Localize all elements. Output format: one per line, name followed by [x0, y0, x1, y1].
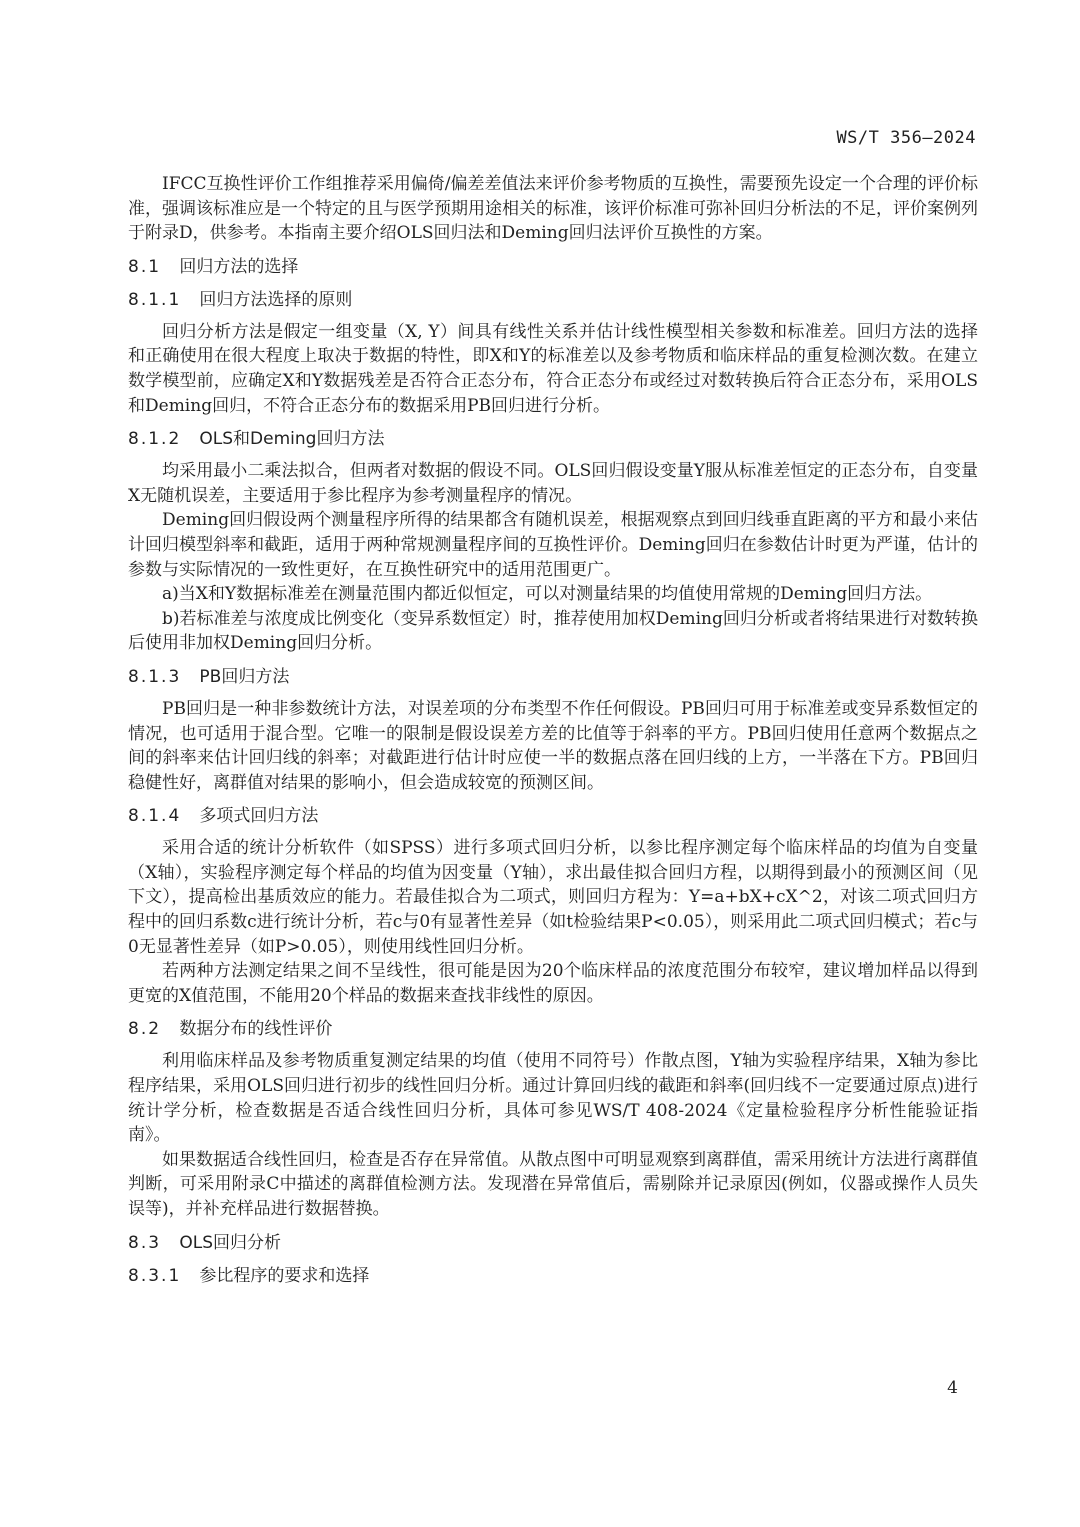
- paragraph: 若两种方法测定结果之间不呈线性，很可能是因为20个临床样品的浓度范围分布较窄，建议增加样品以得到更宽的X值范围，不能用20个样品的数据来查找非线性的原因。: [128, 961, 978, 1006]
- paragraph: 利用临床样品及参考物质重复测定结果的均值（使用不同符号）作散点图，Y轴为实验程序结果，X轴为参比程序结果，采用OLS回归进行初步的线性回归分析。通过计算回归线的截距和斜率(回归线不一定要通过原点)进行统计学分析，检查数据是否适合线性回归分析，具体可参见WS/T 408-2024《定量检验程序分析性能验证指南》。: [128, 1051, 978, 1146]
- section-heading-8-1-4: [128, 804, 978, 828]
- section-title: PB回归方法: [199, 666, 290, 687]
- document-body: [128, 172, 978, 1296]
- page-number: 4: [947, 1378, 958, 1398]
- section-number: 8.3.1: [128, 1265, 182, 1286]
- section-title: 数据分布的线性评价: [179, 1019, 333, 1040]
- section-title: OLS回归分析: [179, 1232, 282, 1253]
- section-heading-8-1-3: [128, 665, 978, 689]
- paragraph: Deming回归假设两个测量程序所得的结果都含有随机误差，根据观察点到回归线垂直距离的平方和最小来估计回归模型斜率和截距，适用于两种常规测量程序间的互换性评价。Deming回归在参数估计时更为严谨，估计的参数与实际情况的一致性更好，在互换性研究中的适用范围更广。: [128, 510, 978, 580]
- section-title: 回归方法选择的原则: [199, 289, 353, 310]
- section-number: 8.1.3: [128, 666, 182, 687]
- list-item-b: b)若标准差与浓度成比例变化（变异系数恒定）时，推荐使用加权Deming回归分析或者将结果进行对数转换后使用非加权Deming回归分析。: [128, 608, 978, 654]
- section-heading-8-1-1: [128, 288, 978, 312]
- section-title: 回归方法的选择: [179, 256, 299, 277]
- section-heading-8-3: [128, 1231, 978, 1255]
- section-title: OLS和Deming回归方法: [199, 429, 385, 450]
- section-number: 8.3: [128, 1232, 162, 1253]
- paragraph: 采用合适的统计分析软件（如SPSS）进行多项式回归分析，以参比程序测定每个临床样品的均值为自变量（X轴），实验程序测定每个样品的均值为因变量（Y轴），求出最佳拟合回归方程，以期得到最小的预测区间（见下文），提高检出基质效应的能力。若最佳拟合为二项式，则回归方程为：Y=a+bX+cX^2，对该二项式回归方程中的回归系数c进行统计分析，若c与0有显著性差异（如t检验结果P<0.05），则采用此二项式回归模式；若c与0无显著性差异（如P>0.05），则使用线性回归分析。: [128, 838, 978, 957]
- paragraph: 如果数据适合线性回归，检查是否存在异常值。从散点图中可明显观察到离群值，需采用统计方法进行离群值判断，可采用附录C中描述的离群值检测方法。发现潜在异常值后，需剔除并记录原因(例如，仪器或操作人员失误等)，并补充样品进行数据替换。: [128, 1149, 978, 1219]
- list-item-a: a)当X和Y数据标准差在测量范围内都近似恒定，可以对测量结果的均值使用常规的Deming回归方法。: [162, 584, 933, 605]
- section-number: 8.1: [128, 256, 162, 277]
- intro-paragraph: IFCC互换性评价工作组推荐采用偏倚/偏差差值法来评价参考物质的互换性，需要预先设定一个合理的评价标准，强调该标准应是一个特定的且与医学预期用途相关的标准，该评价标准可弥补回归分析法的不足，评价案例列于附录D，供参考。本指南主要介绍OLS回归法和Deming回归法评价互换性的方案。: [128, 174, 978, 244]
- section-heading-8-1-2: [128, 427, 978, 451]
- paragraph: 回归分析方法是假定一组变量（X, Y）间具有线性关系并估计线性模型相关参数和标准差。回归方法的选择和正确使用在很大程度上取决于数据的特性，即X和Y的标准差以及参考物质和临床样品的重复检测次数。在建立数学模型前，应确定X和Y数据残差是否符合正态分布，符合正态分布或经过对数转换后符合正态分布，采用OLS和Deming回归，不符合正态分布的数据采用PB回归进行分析。: [128, 321, 978, 416]
- section-heading-8-1: [128, 255, 978, 279]
- section-title: 参比程序的要求和选择: [199, 1265, 370, 1286]
- section-heading-8-3-1: [128, 1264, 978, 1288]
- section-heading-8-2: [128, 1017, 978, 1041]
- section-number: 8.1.1: [128, 289, 182, 310]
- standard-code: WS/T 356—2024: [836, 128, 976, 148]
- section-number: 8.1.2: [128, 429, 182, 450]
- paragraph: PB回归是一种非参数统计方法，对误差项的分布类型不作任何假设。PB回归可用于标准差或变异系数恒定的情况，也可适用于混合型。它唯一的限制是假设误差方差的比值等于斜率的平方。PB回归使用任意两个数据点之间的斜率来估计回归线的斜率；对截距进行估计时应使一半的数据点落在回归线的上方，一半落在下方。PB回归稳健性好，离群值对结果的影响小，但会造成较宽的预测区间。: [128, 698, 978, 793]
- section-title: 多项式回归方法: [199, 806, 319, 827]
- paragraph: 均采用最小二乘法拟合，但两者对数据的假设不同。OLS回归假设变量Y服从标准差恒定的正态分布，自变量X无随机误差，主要适用于参比程序为参考测量程序的情况。: [128, 461, 978, 506]
- section-number: 8.1.4: [128, 806, 182, 827]
- section-number: 8.2: [128, 1019, 162, 1040]
